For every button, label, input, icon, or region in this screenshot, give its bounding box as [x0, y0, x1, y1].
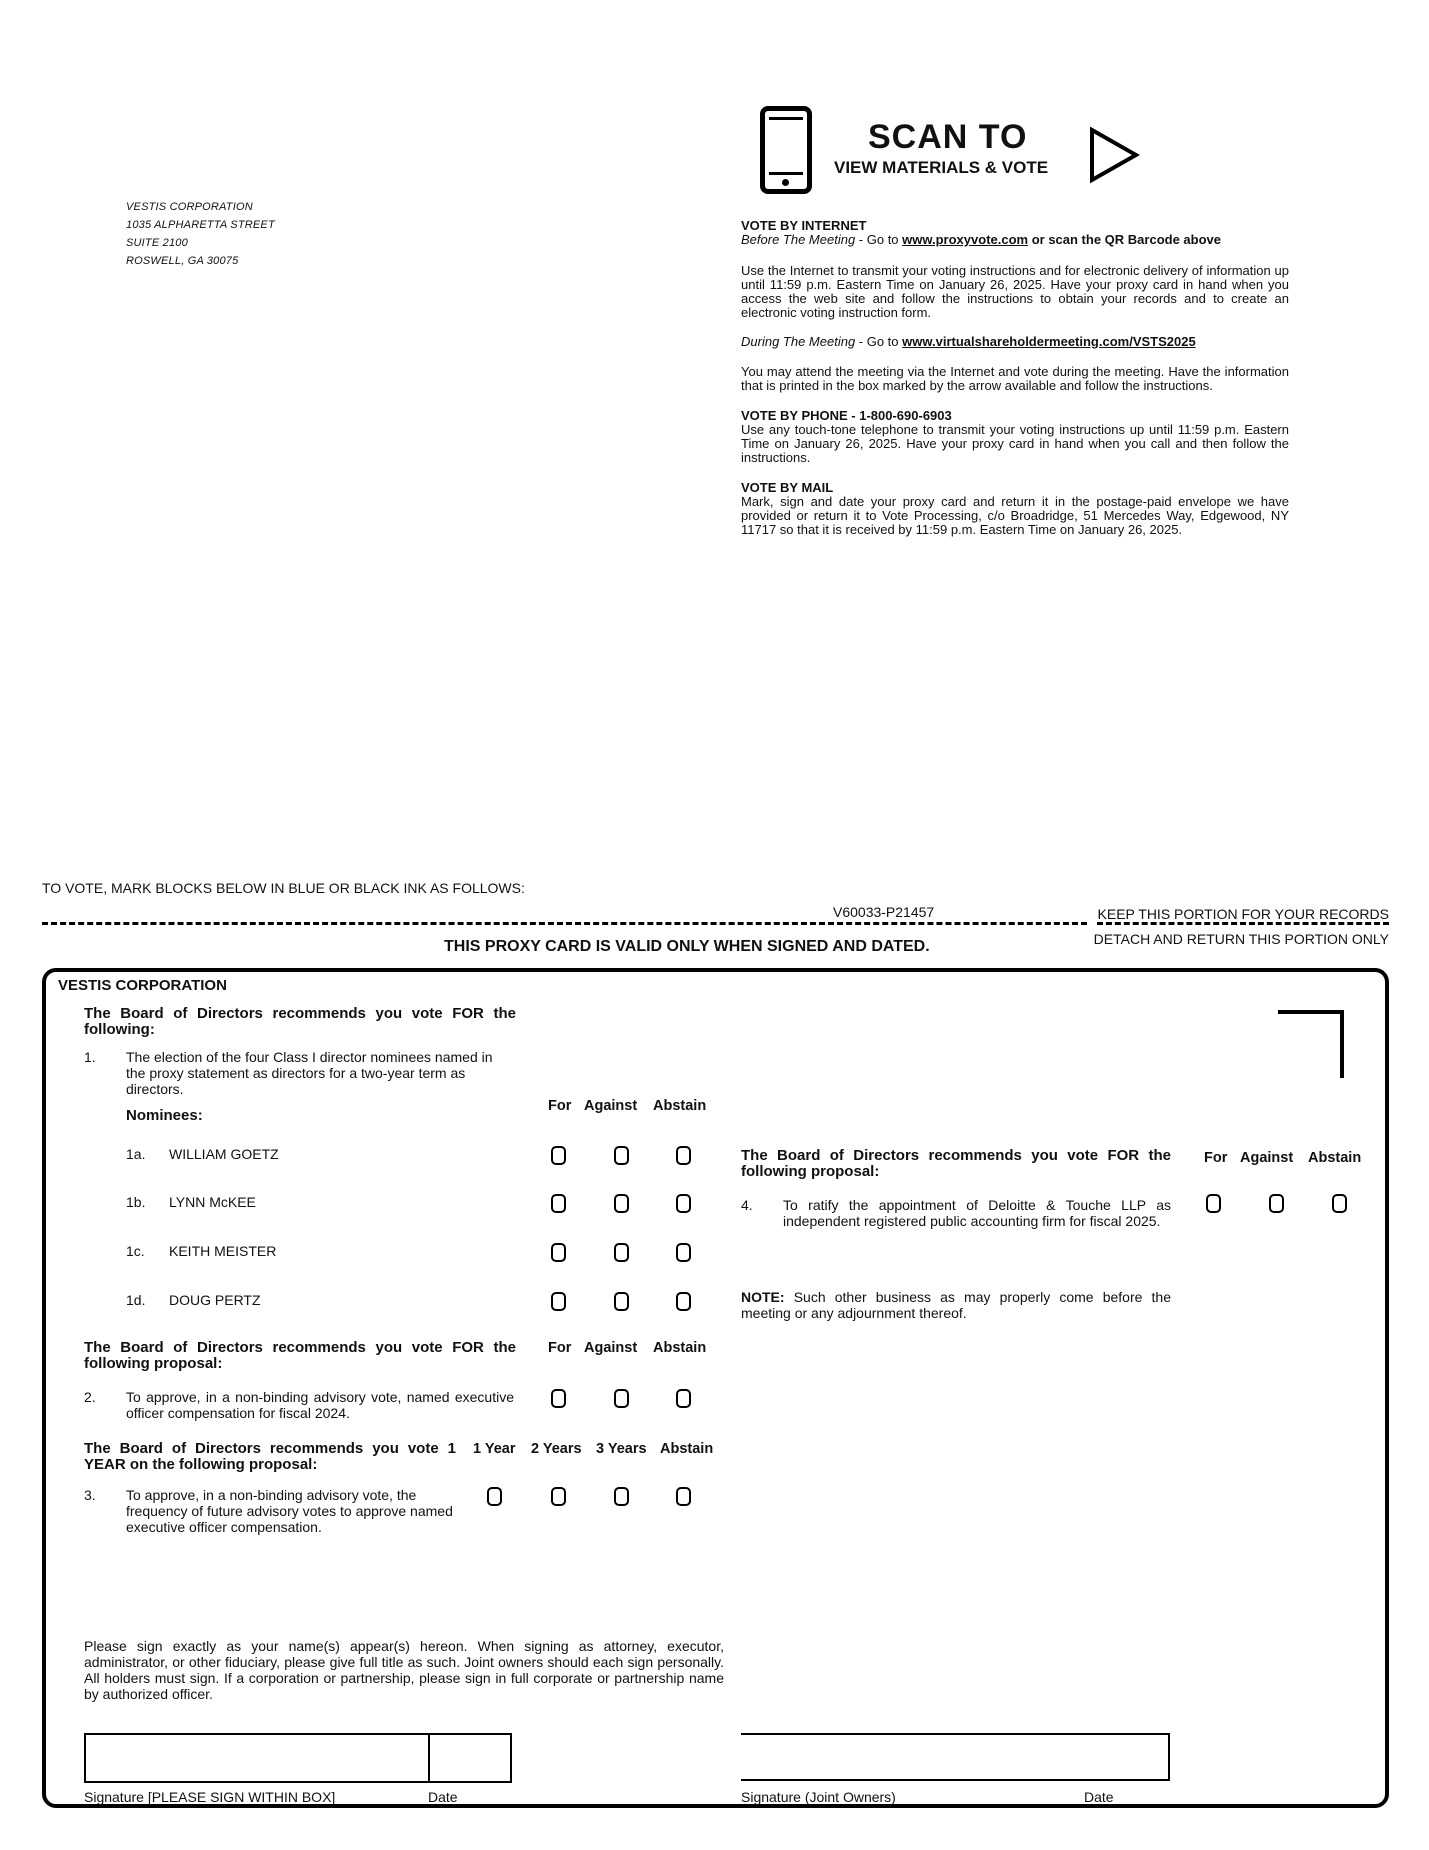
- during-body: You may attend the meeting via the Internet and vote during the meeting. Have the information that is printed in the box marked by the arrow available and follow the instructions.: [741, 364, 1289, 393]
- before-label: Before The Meeting: [741, 232, 856, 247]
- col-against: Against: [1240, 1150, 1294, 1166]
- vote-by-mail: [741, 481, 1289, 537]
- board-recommendation-4: The Board of Directors recommends you vote FOR the following proposal:: [741, 1147, 1171, 1180]
- vote-2-years-checkbox[interactable]: [551, 1487, 566, 1506]
- col-3-years: 3 Years: [596, 1441, 647, 1457]
- item4-text: To ratify the appointment of Deloitte & Touche LLP as independent registered public accounting firm for fiscal 2025.: [783, 1197, 1171, 1229]
- note-label: NOTE:: [741, 1289, 785, 1305]
- vote-against-checkbox[interactable]: [614, 1389, 629, 1408]
- item-number: 1.: [84, 1049, 96, 1065]
- keep-portion-label: KEEP THIS PORTION FOR YOUR RECORDS: [1097, 906, 1389, 922]
- return-address: [126, 198, 275, 270]
- vote-for-checkbox[interactable]: [551, 1243, 566, 1262]
- signature-box[interactable]: [84, 1733, 430, 1783]
- address-line: 1035 ALPHARETTA STREET: [126, 219, 275, 231]
- before-goto: - Go to: [855, 232, 903, 247]
- vote-abstain-checkbox[interactable]: [676, 1389, 691, 1408]
- nominees-label: Nominees:: [126, 1107, 203, 1124]
- nominee-name: DOUG PERTZ: [169, 1292, 261, 1308]
- col-against: Against: [584, 1340, 638, 1356]
- vote-abstain-checkbox[interactable]: [676, 1487, 691, 1506]
- nominee-id: 1a.: [126, 1146, 146, 1162]
- company-name: VESTIS CORPORATION: [58, 977, 227, 994]
- col-against: Against: [584, 1098, 638, 1114]
- col-1-year: 1 Year: [473, 1441, 516, 1457]
- control-code: V60033-P21457: [833, 904, 935, 920]
- col-abstain: Abstain: [653, 1098, 707, 1114]
- vote-for-checkbox[interactable]: [551, 1389, 566, 1408]
- nominee-id: 1c.: [126, 1243, 145, 1259]
- mail-heading: VOTE BY MAIL: [741, 480, 834, 495]
- vote-against-checkbox[interactable]: [1269, 1194, 1284, 1213]
- note: [741, 1289, 1171, 1321]
- valid-notice: THIS PROXY CARD IS VALID ONLY WHEN SIGNED AND DATED.: [444, 938, 930, 955]
- vote-for-checkbox[interactable]: [551, 1292, 566, 1311]
- internet-during-line: [741, 335, 1289, 349]
- board-recommendation-2: The Board of Directors recommends you vote FOR the following proposal:: [84, 1339, 516, 1372]
- nominee-id: 1b.: [126, 1194, 146, 1210]
- phone-body: Use any touch-tone telephone to transmit your voting instructions up until 11:59 p.m. Eastern Time on January 26, 2025. Have your proxy card in hand when you call and then follow the instructions.: [741, 422, 1289, 465]
- vote-3-years-checkbox[interactable]: [614, 1487, 629, 1506]
- address-line: VESTIS CORPORATION: [126, 201, 253, 213]
- joint-signature-label: Signature (Joint Owners): [741, 1789, 896, 1805]
- board-recommendation-3: The Board of Directors recommends you vote 1 YEAR on the following proposal:: [84, 1440, 456, 1473]
- vote-against-checkbox[interactable]: [614, 1194, 629, 1213]
- joint-date-label: Date: [1084, 1789, 1114, 1805]
- scan-title: SCAN TO: [868, 118, 1028, 156]
- col-for: For: [548, 1340, 572, 1356]
- vote-against-checkbox[interactable]: [614, 1243, 629, 1262]
- proxyvote-link[interactable]: www.proxyvote.com: [902, 232, 1029, 247]
- signature-label: Signature [PLEASE SIGN WITHIN BOX]: [84, 1789, 336, 1805]
- vote-against-checkbox[interactable]: [614, 1146, 629, 1165]
- col-for: For: [1204, 1150, 1228, 1166]
- corner-mark: [1278, 1010, 1344, 1078]
- keep-line: [1097, 922, 1389, 925]
- item-number: 2.: [84, 1389, 96, 1405]
- internet-before-line: [741, 233, 1289, 247]
- phone-icon: [760, 106, 812, 194]
- nominee-name: KEITH MEISTER: [169, 1243, 277, 1259]
- internet-heading: VOTE BY INTERNET: [741, 218, 867, 233]
- before-tail: or scan the QR Barcode above: [1028, 232, 1221, 247]
- item3-text: To approve, in a non-binding advisory vote, the frequency of future advisory votes to approve named executive officer compensation.: [126, 1487, 453, 1535]
- board-recommendation-1: The Board of Directors recommends you vote FOR the following:: [84, 1005, 516, 1038]
- col-for: For: [548, 1098, 572, 1114]
- internet-body: Use the Internet to transmit your voting instructions and for electronic delivery of information up until 11:59 p.m. Eastern Time on January 26, 2025. Have your proxy card in hand when you access the web site and follow the instructions to obtain your records and to create an electronic voting instruction form.: [741, 263, 1289, 320]
- joint-signature-box[interactable]: [741, 1733, 1170, 1781]
- vote-for-checkbox[interactable]: [551, 1146, 566, 1165]
- item-number: 4.: [741, 1197, 753, 1213]
- during-label: During The Meeting: [741, 334, 856, 349]
- nominee-name: LYNN McKEE: [169, 1194, 256, 1210]
- detach-line: [42, 922, 1087, 925]
- date-label: Date: [428, 1789, 458, 1805]
- item1-text: The election of the four Class I director nominees named in the proxy statement as directors for a two-year term as directors.: [126, 1049, 493, 1097]
- vote-against-checkbox[interactable]: [614, 1292, 629, 1311]
- vote-abstain-checkbox[interactable]: [676, 1292, 691, 1311]
- col-abstain: Abstain: [660, 1441, 714, 1457]
- col-abstain: Abstain: [653, 1340, 707, 1356]
- nominee-name: WILLIAM GOETZ: [169, 1146, 279, 1162]
- item-number: 3.: [84, 1487, 96, 1503]
- vote-for-checkbox[interactable]: [1206, 1194, 1221, 1213]
- virtual-meeting-link[interactable]: www.virtualshareholdermeeting.com/VSTS2025: [902, 334, 1196, 349]
- mail-body: Mark, sign and date your proxy card and return it in the postage-paid envelope we have provided or return it to Vote Processing, c/o Broadridge, 51 Mercedes Way, Edgewood, NY 11717 so that it is received by 11:59 p.m. Eastern Time on January 26, 2025.: [741, 494, 1289, 537]
- vote-by-internet: [741, 219, 1289, 247]
- nominee-id: 1d.: [126, 1292, 146, 1308]
- vote-abstain-checkbox[interactable]: [1332, 1194, 1347, 1213]
- vote-by-phone: [741, 409, 1289, 465]
- address-line: ROSWELL, GA 30075: [126, 255, 239, 267]
- vote-abstain-checkbox[interactable]: [676, 1146, 691, 1165]
- note-text: Such other business as may properly come before the meeting or any adjournment thereof.: [741, 1289, 1171, 1321]
- sign-instructions: Please sign exactly as your name(s) appear(s) hereon. When signing as attorney, executor, administrator, or other fiduciary, please give full title as such. Joint owners should each sign personally. All holders must sign. If a corporation or partnership, please sign in full corporate or partnership name by authorized officer.: [84, 1638, 724, 1702]
- to-vote-instructions: TO VOTE, MARK BLOCKS BELOW IN BLUE OR BLACK INK AS FOLLOWS:: [42, 880, 525, 896]
- scan-subtitle: VIEW MATERIALS & VOTE: [834, 158, 1049, 177]
- during-goto: - Go to: [855, 334, 903, 349]
- col-abstain: Abstain: [1308, 1150, 1362, 1166]
- phone-heading: VOTE BY PHONE - 1-800-690-6903: [741, 408, 952, 423]
- vote-for-checkbox[interactable]: [551, 1194, 566, 1213]
- detach-return-label: DETACH AND RETURN THIS PORTION ONLY: [1093, 931, 1389, 947]
- arrow-right-icon: [1088, 126, 1140, 184]
- address-line: SUITE 2100: [126, 237, 188, 249]
- vote-1-year-checkbox[interactable]: [487, 1487, 502, 1506]
- col-2-years: 2 Years: [531, 1441, 582, 1457]
- date-box[interactable]: [428, 1733, 512, 1783]
- vote-abstain-checkbox[interactable]: [676, 1194, 691, 1213]
- item2-text: To approve, in a non-binding advisory vote, named executive officer compensation for fiscal 2024.: [126, 1389, 514, 1421]
- vote-abstain-checkbox[interactable]: [676, 1243, 691, 1262]
